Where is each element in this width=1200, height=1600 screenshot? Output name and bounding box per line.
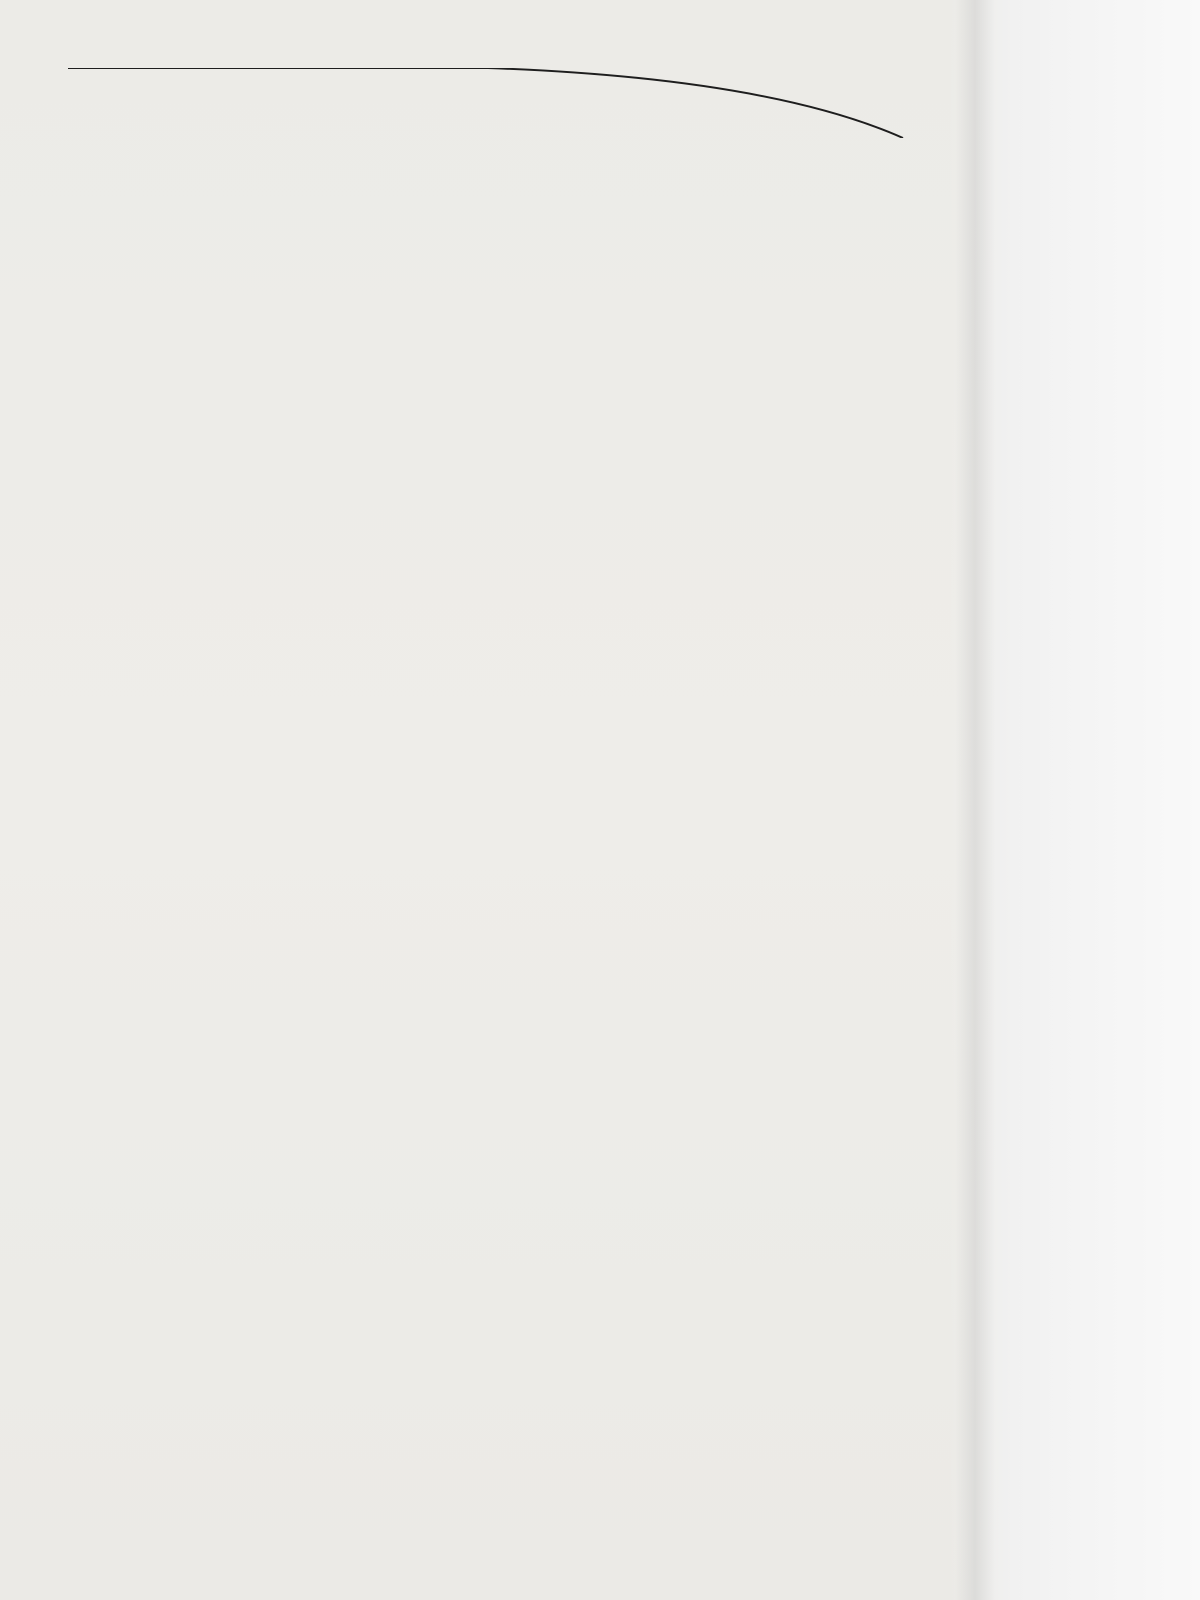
- header-rule: [68, 68, 918, 138]
- page-edge-shadow: [955, 0, 995, 1600]
- running-head: [70, 30, 90, 56]
